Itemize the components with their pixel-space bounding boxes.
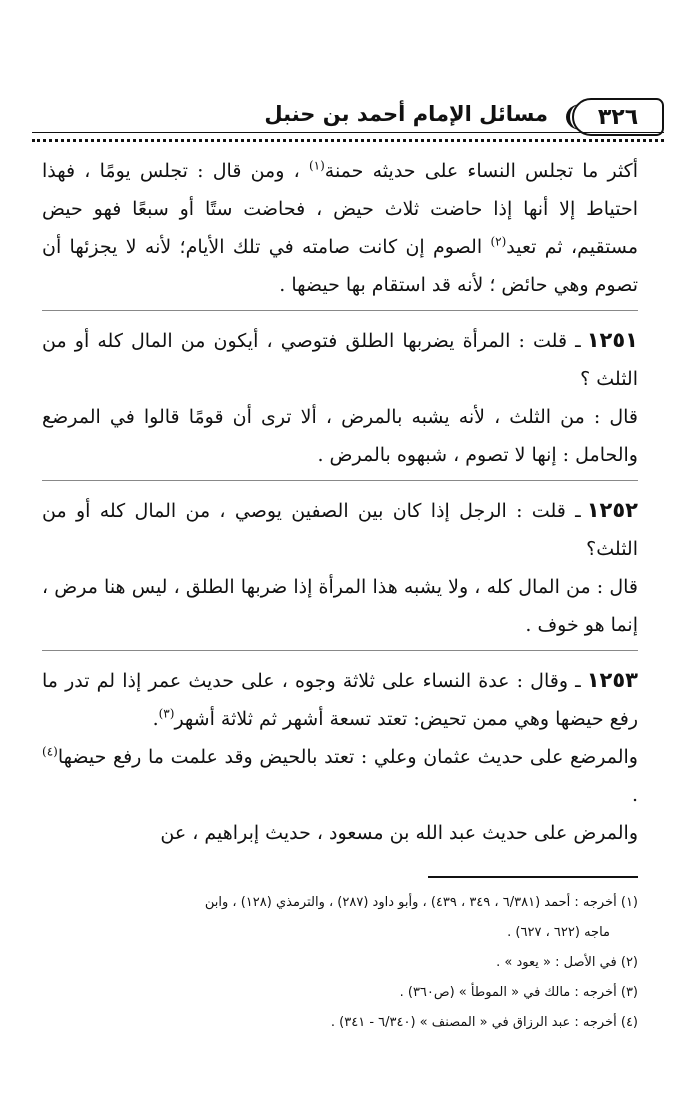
footnote-ref-4[interactable]: (٤): [42, 744, 58, 759]
footnote-ref-2[interactable]: (٢): [490, 234, 507, 249]
entry-statement-3: والمرض على حديث عبد الله بن مسعود ، حديث إبراهيم ، عن: [160, 822, 638, 844]
entry-1252: [42, 491, 638, 644]
entry-question: [42, 321, 638, 398]
entry-statement-2: [42, 738, 638, 814]
footnote-4: (٤) أخرجه : عبد الرزاق في « المصنف » (٦/٣٤٠ - ٣٤١) .: [330, 1015, 638, 1030]
statement-text-1: ـ وقال : عدة النساء على ثلاثة وجوه ، على حديث عمر إذا لم تدر ما رفع حيضها وهي ممن تحيض: تعتد تسعة أشهر ثم ثلاثة أشهر: [42, 670, 638, 730]
statement-end-1: .: [152, 708, 159, 730]
page-number-badge: [572, 98, 664, 136]
footnote-2: (٢) في الأصل : « يعود » .: [496, 955, 638, 970]
intro-text-3: الصوم إن كانت صامته في تلك الأيام؛ لأنه لا يجزئها أن تصوم وهي حائض ؛ لأنه قد استقام بها حيضها .: [42, 236, 638, 296]
footnote-ref-3[interactable]: (٣): [158, 706, 175, 721]
entry-statement: [42, 661, 638, 738]
section-divider: [42, 650, 638, 651]
entry-number: ١٢٥١: [586, 328, 638, 352]
page-number: ٣٢٦: [597, 104, 639, 130]
intro-text-1: أكثر ما تجلس النساء على حديثه حمنة: [324, 160, 639, 182]
statement-end-2: .: [631, 784, 638, 806]
badge-ornament-icon: [566, 104, 596, 130]
question-text: ـ قلت : الرجل إذا كان بين الصفين يوصي ، من المال كله أو من الثلث؟: [42, 500, 638, 560]
intro-paragraph: [42, 152, 638, 304]
section-divider: [42, 310, 638, 311]
footnote-rule: [428, 876, 638, 878]
section-divider: [42, 480, 638, 481]
entry-question: [42, 491, 638, 568]
entry-1253: [42, 661, 638, 852]
footnote-3: (٣) أخرجه : مالك في « الموطأ » (ص٣٦٠) .: [399, 985, 638, 1000]
main-text: [42, 152, 638, 852]
question-text: ـ قلت : المرأة يضربها الطلق فتوصي ، أيكون من المال كله أو من الثلث ؟: [42, 330, 638, 390]
book-title: مسائل الإمام أحمد بن حنبل: [264, 102, 548, 126]
intro-text-2: ، ومن قال : تجلس يومًا ، فهذا احتياط إلا أنها إذا حاضت ثلاث حيض ، فحاضت ستًا أو سبعًا فهو حيض مستقيم، ثم تعيد: [42, 160, 639, 258]
statement-text-2: والمرضع على حديث عثمان وعلي : تعتد بالحيض وقد علمت ما رفع حيضها: [57, 746, 638, 768]
footnote-ref-1[interactable]: (١): [308, 158, 325, 173]
entry-answer: قال : من المال كله ، ولا يشبه هذا المرأة إذا ضربها الطلق ، ليس هنا مرض ، إنما هو خوف .: [42, 576, 638, 636]
footnotes: [42, 888, 638, 1038]
entry-number: ١٢٥٣: [586, 668, 638, 692]
footnote-1: (١) أخرجه : أحمد (٦/٣٨١ ، ٣٤٩ ، ٤٣٩) ، وأبو داود (٢٨٧) ، والترمذي (١٢٨) ، وابن: [204, 895, 638, 910]
entry-1251: [42, 321, 638, 474]
header-rule: [32, 132, 664, 142]
page-header: [32, 96, 664, 142]
entry-number: ١٢٥٢: [586, 498, 638, 522]
entry-answer: قال : من الثلث ، لأنه يشبه بالمرض ، ألا ترى أن قومًا قالوا في المرضع والحامل : إنها لا تصوم ، شبهوه بالمرض .: [42, 406, 638, 466]
footnote-1-continued: ماجه (٦٢٢ ، ٦٢٧) .: [507, 925, 610, 940]
